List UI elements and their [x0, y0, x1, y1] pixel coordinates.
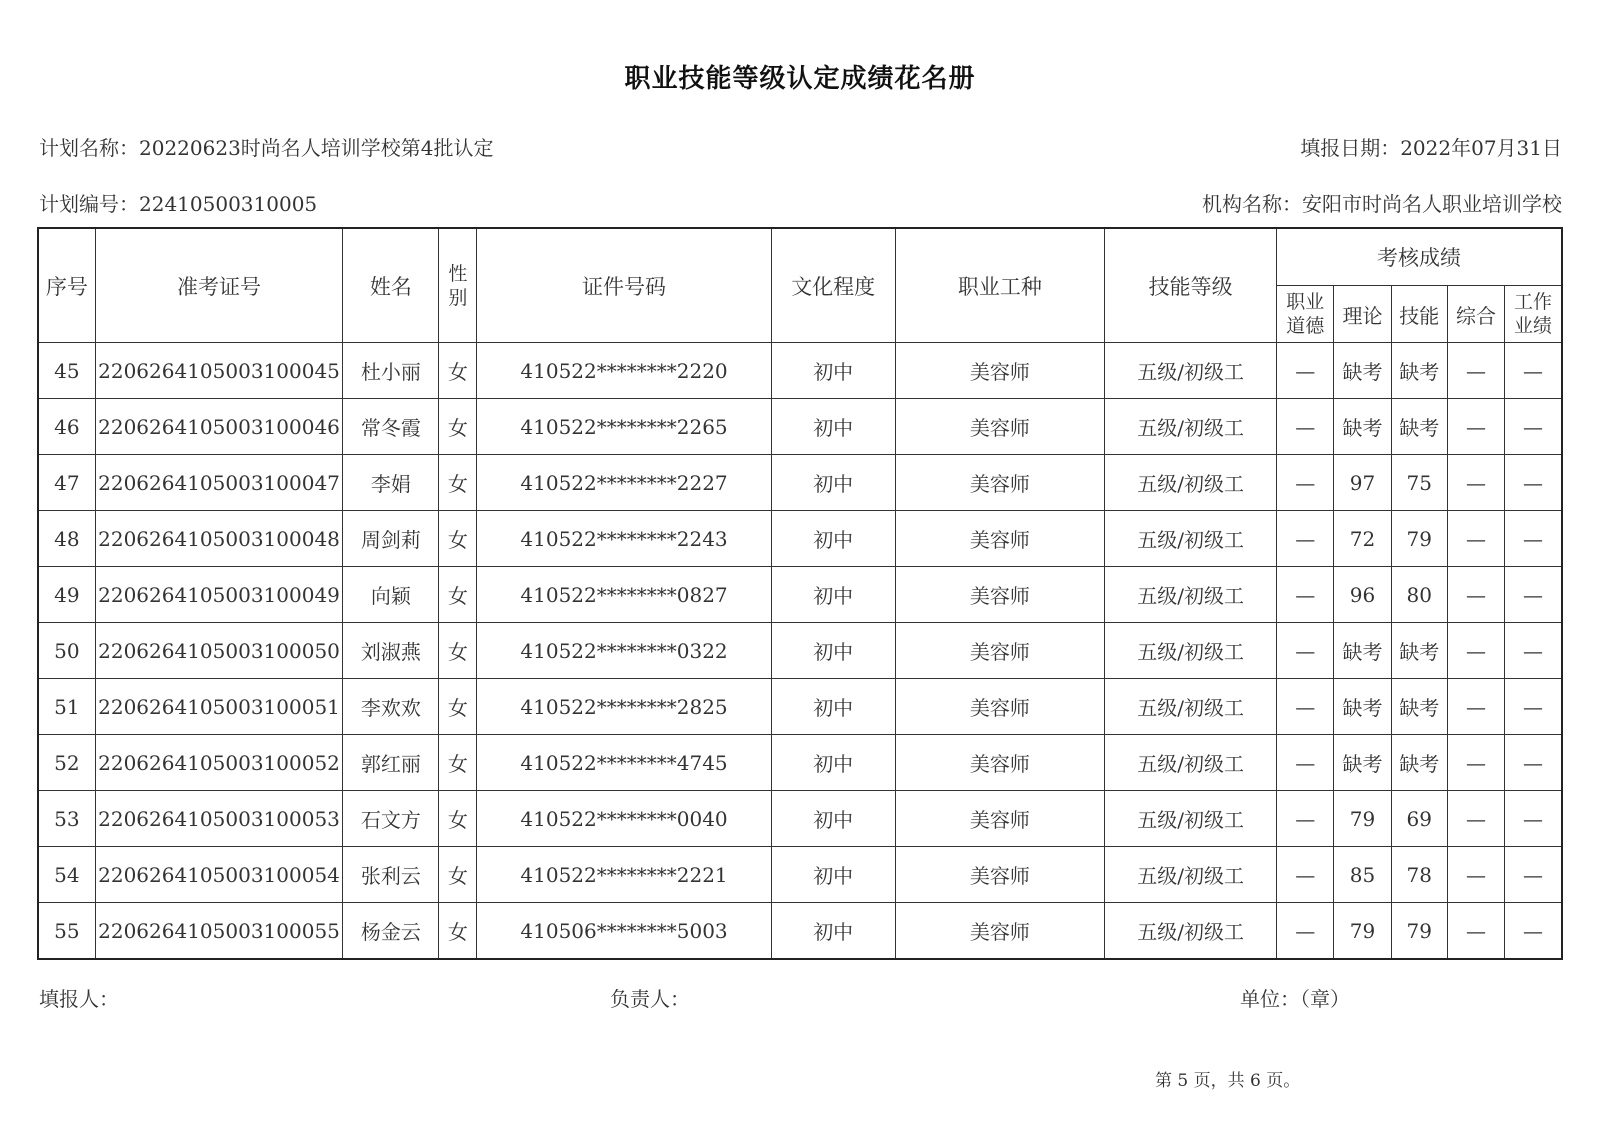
cell-comprehensive: —: [1447, 343, 1504, 399]
cell-name: 周剑莉: [343, 511, 439, 567]
header-name: 姓名: [343, 228, 439, 343]
cell-gender: 女: [439, 847, 477, 903]
cell-occupation: 美容师: [895, 567, 1105, 623]
cell-gender: 女: [439, 735, 477, 791]
cell-education: 初中: [771, 791, 895, 847]
cell-id-number: 410506********5003: [477, 903, 772, 960]
cell-skill: 缺考: [1391, 735, 1447, 791]
cell-education: 初中: [771, 847, 895, 903]
cell-skill-level: 五级/初级工: [1105, 903, 1277, 960]
cell-theory: 缺考: [1334, 735, 1391, 791]
cell-theory: 缺考: [1334, 623, 1391, 679]
cell-seq: 52: [38, 735, 95, 791]
cell-seq: 55: [38, 903, 95, 960]
cell-ticket: 2206264105003100053: [95, 791, 343, 847]
cell-skill-level: 五级/初级工: [1105, 399, 1277, 455]
cell-skill: 79: [1391, 511, 1447, 567]
cell-comprehensive: —: [1447, 735, 1504, 791]
header-scores-group: 考核成绩: [1277, 228, 1562, 286]
header-skill-level: 技能等级: [1105, 228, 1277, 343]
cell-skill: 缺考: [1391, 399, 1447, 455]
cell-work-performance: —: [1505, 399, 1562, 455]
cell-id-number: 410522********0040: [477, 791, 772, 847]
table-row: [38, 343, 1562, 399]
cell-gender: 女: [439, 679, 477, 735]
cell-ethics: —: [1277, 847, 1334, 903]
cell-skill-level: 五级/初级工: [1105, 343, 1277, 399]
table-row: [38, 399, 1562, 455]
cell-comprehensive: —: [1447, 399, 1504, 455]
cell-occupation: 美容师: [895, 623, 1105, 679]
header-education: 文化程度: [771, 228, 895, 343]
cell-ticket: 2206264105003100049: [95, 567, 343, 623]
cell-name: 郭红丽: [343, 735, 439, 791]
filler-label: 填报人：: [39, 987, 119, 1011]
cell-theory: 缺考: [1334, 679, 1391, 735]
cell-seq: 49: [38, 567, 95, 623]
cell-education: 初中: [771, 567, 895, 623]
cell-comprehensive: —: [1447, 511, 1504, 567]
cell-name: 向颖: [343, 567, 439, 623]
cell-education: 初中: [771, 399, 895, 455]
table-row: [38, 679, 1562, 735]
cell-skill: 79: [1391, 903, 1447, 960]
org-name: 机构名称：安阳市时尚名人职业培训学校: [1202, 192, 1562, 216]
cell-id-number: 410522********2243: [477, 511, 772, 567]
cell-comprehensive: —: [1447, 455, 1504, 511]
score-roster-table: [37, 227, 1563, 960]
cell-ticket: 2206264105003100045: [95, 343, 343, 399]
cell-education: 初中: [771, 903, 895, 960]
cell-gender: 女: [439, 399, 477, 455]
cell-gender: 女: [439, 511, 477, 567]
cell-skill-level: 五级/初级工: [1105, 735, 1277, 791]
cell-skill: 80: [1391, 567, 1447, 623]
cell-ethics: —: [1277, 679, 1334, 735]
header-occupation: 职业工种: [895, 228, 1105, 343]
cell-skill-level: 五级/初级工: [1105, 679, 1277, 735]
cell-name: 石文方: [343, 791, 439, 847]
cell-education: 初中: [771, 679, 895, 735]
cell-occupation: 美容师: [895, 847, 1105, 903]
cell-seq: 53: [38, 791, 95, 847]
cell-ticket: 2206264105003100055: [95, 903, 343, 960]
cell-comprehensive: —: [1447, 567, 1504, 623]
cell-skill-level: 五级/初级工: [1105, 791, 1277, 847]
cell-work-performance: —: [1505, 567, 1562, 623]
cell-theory: 79: [1334, 903, 1391, 960]
cell-skill: 缺考: [1391, 623, 1447, 679]
header-ethics: 职业道德: [1277, 286, 1334, 343]
table-row: [38, 847, 1562, 903]
cell-ethics: —: [1277, 567, 1334, 623]
cell-skill-level: 五级/初级工: [1105, 567, 1277, 623]
cell-ticket: 2206264105003100054: [95, 847, 343, 903]
cell-id-number: 410522********2221: [477, 847, 772, 903]
cell-work-performance: —: [1505, 511, 1562, 567]
cell-occupation: 美容师: [895, 679, 1105, 735]
cell-ticket: 2206264105003100046: [95, 399, 343, 455]
cell-theory: 缺考: [1334, 343, 1391, 399]
cell-ethics: —: [1277, 511, 1334, 567]
header-skill: 技能: [1391, 286, 1447, 343]
cell-skill-level: 五级/初级工: [1105, 511, 1277, 567]
cell-education: 初中: [771, 511, 895, 567]
header-row: [38, 228, 1562, 286]
cell-seq: 47: [38, 455, 95, 511]
cell-ethics: —: [1277, 791, 1334, 847]
cell-occupation: 美容师: [895, 455, 1105, 511]
cell-ethics: —: [1277, 903, 1334, 960]
roster-body: [38, 343, 1562, 960]
report-date: 填报日期：2022年07月31日: [1300, 136, 1562, 160]
cell-theory: 97: [1334, 455, 1391, 511]
cell-occupation: 美容师: [895, 399, 1105, 455]
cell-ethics: —: [1277, 623, 1334, 679]
cell-comprehensive: —: [1447, 791, 1504, 847]
cell-gender: 女: [439, 623, 477, 679]
cell-theory: 79: [1334, 791, 1391, 847]
header-ticket: 准考证号: [95, 228, 343, 343]
cell-ticket: 2206264105003100051: [95, 679, 343, 735]
cell-work-performance: —: [1505, 623, 1562, 679]
cell-gender: 女: [439, 791, 477, 847]
cell-name: 刘淑燕: [343, 623, 439, 679]
cell-education: 初中: [771, 343, 895, 399]
cell-ethics: —: [1277, 735, 1334, 791]
cell-theory: 85: [1334, 847, 1391, 903]
cell-name: 张利云: [343, 847, 439, 903]
cell-occupation: 美容师: [895, 511, 1105, 567]
cell-work-performance: —: [1505, 903, 1562, 960]
table-row: [38, 735, 1562, 791]
cell-seq: 51: [38, 679, 95, 735]
cell-ethics: —: [1277, 399, 1334, 455]
cell-ethics: —: [1277, 343, 1334, 399]
cell-occupation: 美容师: [895, 791, 1105, 847]
cell-gender: 女: [439, 567, 477, 623]
cell-comprehensive: —: [1447, 679, 1504, 735]
plan-number: 计划编号：22410500310005: [39, 192, 318, 216]
cell-theory: 缺考: [1334, 399, 1391, 455]
cell-name: 杜小丽: [343, 343, 439, 399]
table-row: [38, 511, 1562, 567]
table-row: [38, 567, 1562, 623]
cell-id-number: 410522********2220: [477, 343, 772, 399]
cell-work-performance: —: [1505, 735, 1562, 791]
cell-skill: 75: [1391, 455, 1447, 511]
cell-education: 初中: [771, 623, 895, 679]
cell-id-number: 410522********2265: [477, 399, 772, 455]
cell-work-performance: —: [1505, 455, 1562, 511]
table-row: [38, 455, 1562, 511]
cell-name: 杨金云: [343, 903, 439, 960]
cell-ticket: 2206264105003100047: [95, 455, 343, 511]
cell-seq: 50: [38, 623, 95, 679]
table-row: [38, 791, 1562, 847]
cell-id-number: 410522********2227: [477, 455, 772, 511]
header-id-number: 证件号码: [477, 228, 772, 343]
table-row: [38, 903, 1562, 960]
cell-occupation: 美容师: [895, 343, 1105, 399]
cell-work-performance: —: [1505, 847, 1562, 903]
cell-theory: 96: [1334, 567, 1391, 623]
cell-skill: 缺考: [1391, 679, 1447, 735]
page-indicator: 第 5 页，共 6 页。: [1155, 1071, 1301, 1091]
cell-name: 李欢欢: [343, 679, 439, 735]
cell-work-performance: —: [1505, 679, 1562, 735]
cell-ethics: —: [1277, 455, 1334, 511]
cell-id-number: 410522********4745: [477, 735, 772, 791]
cell-comprehensive: —: [1447, 903, 1504, 960]
header-work-performance: 工作业绩: [1505, 286, 1562, 343]
cell-theory: 72: [1334, 511, 1391, 567]
cell-education: 初中: [771, 455, 895, 511]
cell-skill: 69: [1391, 791, 1447, 847]
header-comprehensive: 综合: [1447, 286, 1504, 343]
table-row: [38, 623, 1562, 679]
cell-occupation: 美容师: [895, 735, 1105, 791]
cell-gender: 女: [439, 903, 477, 960]
cell-ticket: 2206264105003100050: [95, 623, 343, 679]
unit-seal-label: 单位：（章）: [1240, 987, 1350, 1011]
cell-work-performance: —: [1505, 343, 1562, 399]
cell-seq: 45: [38, 343, 95, 399]
cell-seq: 54: [38, 847, 95, 903]
cell-skill-level: 五级/初级工: [1105, 847, 1277, 903]
cell-comprehensive: —: [1447, 623, 1504, 679]
cell-comprehensive: —: [1447, 847, 1504, 903]
cell-gender: 女: [439, 455, 477, 511]
cell-id-number: 410522********0322: [477, 623, 772, 679]
cell-occupation: 美容师: [895, 903, 1105, 960]
responsible-label: 负责人：: [610, 987, 690, 1011]
cell-gender: 女: [439, 343, 477, 399]
header-gender: 性别: [439, 228, 477, 343]
cell-skill: 78: [1391, 847, 1447, 903]
cell-ticket: 2206264105003100052: [95, 735, 343, 791]
cell-name: 李娟: [343, 455, 439, 511]
cell-ticket: 2206264105003100048: [95, 511, 343, 567]
cell-seq: 46: [38, 399, 95, 455]
cell-id-number: 410522********2825: [477, 679, 772, 735]
page-title: 职业技能等级认定成绩花名册: [624, 64, 976, 94]
header-seq: 序号: [38, 228, 95, 343]
cell-education: 初中: [771, 735, 895, 791]
cell-skill-level: 五级/初级工: [1105, 623, 1277, 679]
cell-skill-level: 五级/初级工: [1105, 455, 1277, 511]
cell-skill: 缺考: [1391, 343, 1447, 399]
header-theory: 理论: [1334, 286, 1391, 343]
cell-id-number: 410522********0827: [477, 567, 772, 623]
cell-seq: 48: [38, 511, 95, 567]
cell-name: 常冬霞: [343, 399, 439, 455]
plan-name: 计划名称：20220623时尚名人培训学校第4批认定: [39, 136, 494, 160]
cell-work-performance: —: [1505, 791, 1562, 847]
